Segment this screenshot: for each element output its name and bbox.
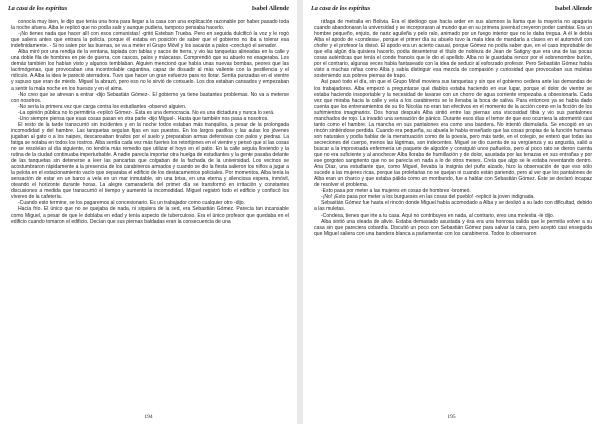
running-author: Isabel Allende [554, 5, 592, 12]
running-title: La casa de los espíritus [311, 5, 371, 12]
page-header [8, 5, 289, 15]
paragraph: Así pasó todo el día, sin que el Grupo Móvil moviera sus tanquetas y sin que el gobierno cediera ante las demandas de los trabajadores. Alba empezó a preguntarse qué diablos estaba haciendo en ese lugar, porque el dolor de vientre se estaba haciendo insoportable y la necesidad de lavarse con un chorro de agua corriente empezaba a obsesionarla. Cada vez que miraba hacia la calle y veía a los carabineros se le llenaba la boca de saliva. Para entonces ya se había dado cuenta que los entrenamientos de su tío Nicolás no eran tan efectivos en el momento de la acción como en la ficción de los sufrimientos imaginarios. Dos horas después Alba sintió entre las piernas una viscosidad tibia y vio sus pantalones manchados de rojo. La invadió una sensación de pánico. Durante esos días el temor de que eso ocurriera la atormentó casi tanto como el hambre. La mancha en sus pantalones era como una bandera. No intentó disimularla. Se encogió en un rincón sintiéndose perdida. Cuando era pequeña, su abuela le había enseñado que las cosas propias de la función humana son naturales y podía hablar de la menstruación como de la poesía, pero más tarde, en el colegio, se enteró que todas las secreciones del cuerpo, menos las lágrimas, son indecentes. Miguel se dio cuenta de su vergüenza y su angustia, salió a buscar a la improvisada enfermería un paquete de algodón y consiguió unos pañuelos, pero al poco rato se dieron cuenta que no era suficiente y al anochecer Alba lloraba de humillación y de dolor, asustada por las tenazas en sus entrañas y por ese gorgoteo sangriento que no se parecía en nada a lo de otros meses. Creía que algo se le estaba reventando dentro. Ana Díaz, una estudiante que, como Miguel, llevaba la insignia del puño alzado, hizo la observación de que eso sólo sucede a las mujeres ricas, porque las proletarias no se quejan ni cuando están pariendo, pero al ver que los pantalones de Alba eran un charco y que estaba pálida como un moribundo, fue a hablar con Sebastián Gómez. Éste se declaró incapaz de resolver el problema. [314, 79, 592, 189]
paragraph: -Esto pasa por meter a las mujeres en cosas de hombres -bromeó. [321, 188, 471, 195]
paragraph: -¡No tienes nada que hacer allí con esos comunistas! -gritó Esteban Trueba. Pero en seguida dulcificó la voz y le rogó que saliera antes que entrara la policía, porque él estaba en posición de saber que el gobierno no iba a tolerar esa indefinidamente. - Si no salen por las buenas, se va a meter el Grupo Móvil y los sacarán a palos -concluyó el senador. [11, 31, 289, 50]
page-header [311, 5, 592, 15]
paragraph: El resto de la tarde transcurrió sin incidentes y en la noche todos estaban más tranquilos, a pesar de la prolongada incomodidad y del hambre. Las tanquetas seguían fijas en sus puestos. En los largos pasillos y las aulas los jóvenes jugaban al gato o a los naipes, descansaban tirados por el suelo y preparaban armas defensivas con palos y piedras. La fatiga se notaba en todos los rostros. Alba sentía cada vez más fuertes los retortijones en el vientre y pensó que si las cosas no se resolvían al día siguiente, no tendría más remedio que utilizar el hoyo en el patio. En la calle seguía lloviendo y la rutina de la ciudad continuaba imperturbable. A nadie parecía importar otra huelga de estudiantes y la gente pasaba delante de las tanquetas sin detenerse a leer las pancartas que colgaban de la fachada de la universidad. Los vecinos se acostumbraron rápidamente a la presencia de los carabineros armados y cuando se dio la fiesta salieron los niños a jugar a la pelota en el estacionamiento vacío que separaba el edificio de los destacamentos policiales. Por momentos, Alba tenía la sensación de estar en un barco a vela en un mar inmutable, sin una brisa, en una eterna y silenciosa espera, inmóvil, oteando el horizonte durante horas. La alegre camaradería del primer día se transformó en irritación y constantes discusiones a medida que transcurrió el tiempo y aumentó la incomodidad. Miguel registró todo el edificio y confiscó los víveres de la cafetería. [11, 121, 289, 201]
paragraph: -Uno siempre piensa que esas cosas pasan en otra parte -dijo Miguel-. Hasta que también nos pasa a nosotros. [18, 115, 269, 122]
paragraph: Hacía frío. El único que no se quejaba de nada, ni siquiera de la sed, era Sebastián Gómez. Parecía tan incansable como Miguel, a pesar de que le doblaba en edad y tenía aspecto de tuberculoso. Era el único profesor que quedaba en el edificio cuando tomaron el edificio. Decían que sus piernas baldadas eran la consecuencia de una [11, 206, 289, 225]
paragraph: Alba sintió una oleada de alivio. Estaba demasiado asustada y ésa era una honrosa salida que le permitía volver a su casa sin que pareciera cobardía. Discutió un poco con Sebastián Gómez para salvar la cara, pero aceptó casi enseguida que Miguel saliera con una bandera blanca a parlamentar con los carabineros. Todos lo observaron [314, 218, 592, 237]
page-body [11, 19, 289, 410]
paragraph: conocía muy bien, le dijo que tenía una hora para llegar a la casa con una explicación razonable por haber pasado toda la noche afuera. Alba le replicó que no podía salir y aunque pudiera, tampoco pensaba hacerlo. [11, 19, 289, 32]
paragraph: -Cuando esto termine, se los pagaremos al concesionario. Es un trabajador como cualquier otro -dijo. [18, 200, 245, 207]
paragraph: -¡No! ¡Esto pasa por meter a los burgueses en las cosas del pueblo! -replicó la joven indignada. [321, 194, 535, 201]
page-number: 194 [144, 414, 153, 420]
page-number: 195 [447, 414, 456, 420]
paragraph: -Condesa, tienes que irte a tu casa. Aquí no contribuyes en nada, al contrario, eres una molestia -le dijo. [321, 212, 555, 219]
paragraph: -No creo que se atrevan a entrar -dijo Sebastián Gómez-. El gobierno ya tiene bastantes problemas. No va a meterse con nosotros. [11, 91, 289, 104]
paragraph: Alba miró por una rendija de la ventana, tapiada con tablas y sacos de tierra, y vio las tanquetas alineadas en la calle y una doble fila de hombres en pie de guerra, con cascos, palos y máscaras. Comprendió que su abuelo no exageraba. Los demás también los habían visto y algunos temblaban. Alguien mencionó que había unas nuevas bombas, peores que las lacrimógenas, que provocaban una incontrolable cagantina, capaz de disuadir al más valiente con la pestilencia y el ridículo. A Alba la idea le pareció aterradora. Tuvo que hacer un gran esfuerzo para no llorar. Sentía punzadas en el vientre y supuso que eran de miedo. Miguel la abrazó, pero eso no le sirvió de consuelo. Los dos estaban cansados y empezaban a sentir la mala noche en los huesos y en el alma. [11, 49, 289, 92]
right-page [303, 0, 600, 424]
paragraph: Sebastián Gómez fue hasta el rincón donde Miguel había acomodado a Alba y se deslizó a su lado con dificultad, debido a las muletas. [314, 200, 592, 213]
running-title: La casa de los espíritus [8, 5, 68, 12]
paragraph: -La opinión pública no lo permitiría -replicó Gómez-. Ésta es una democracia. No es una dictadura y nunca lo será. [18, 109, 275, 116]
paragraph: ráfaga de metralla en Bolivia. Era el ideólogo que hacía arder en sus alumnos la llama que la mayoría no apagaría cuando abandonaran la universidad y se incorporaran al mundo que en su primera juventud creyeron poder cambiar. Era un hombre pequeño, enjuto, de nariz aguileña y pelo ralo, animado por un fuego interior que no le daba tregua. A él le debía Alba el apodo de «condesa», porque el primer día su abuelo tuvo la mala idea de mandarla a clases en el automóvil con chofer y el profesor la divisó. El apodo era un acierto casual, porque Gómez no podía saber que, en el caso improbable de que ella algún día quisiera hacerlo, podía desenterrar el título de nobleza de Jean de Satigny que era una de las pocas cosas auténticas que tenía el conde francés que le dio el apellido. Alba no le guardaba rencor por el sobrenombre burlón, por el contrario, algunas veces había fantaseado con la idea de seducir al esforzado profesor. Pero Sebastián Gómez había visto a muchas niñas como Alba y sabía distinguir esa mezcla de compasión y curiosidad que provocaban sus muletas sosteniendo sus pobres piernas de trapo. [314, 19, 592, 80]
left-page [0, 0, 297, 424]
paragraph: -No sería la primera vez que carga contra los estudiantes -observó alguien. [18, 103, 187, 110]
running-author: Isabel Allende [251, 5, 289, 12]
page-body [314, 19, 592, 410]
